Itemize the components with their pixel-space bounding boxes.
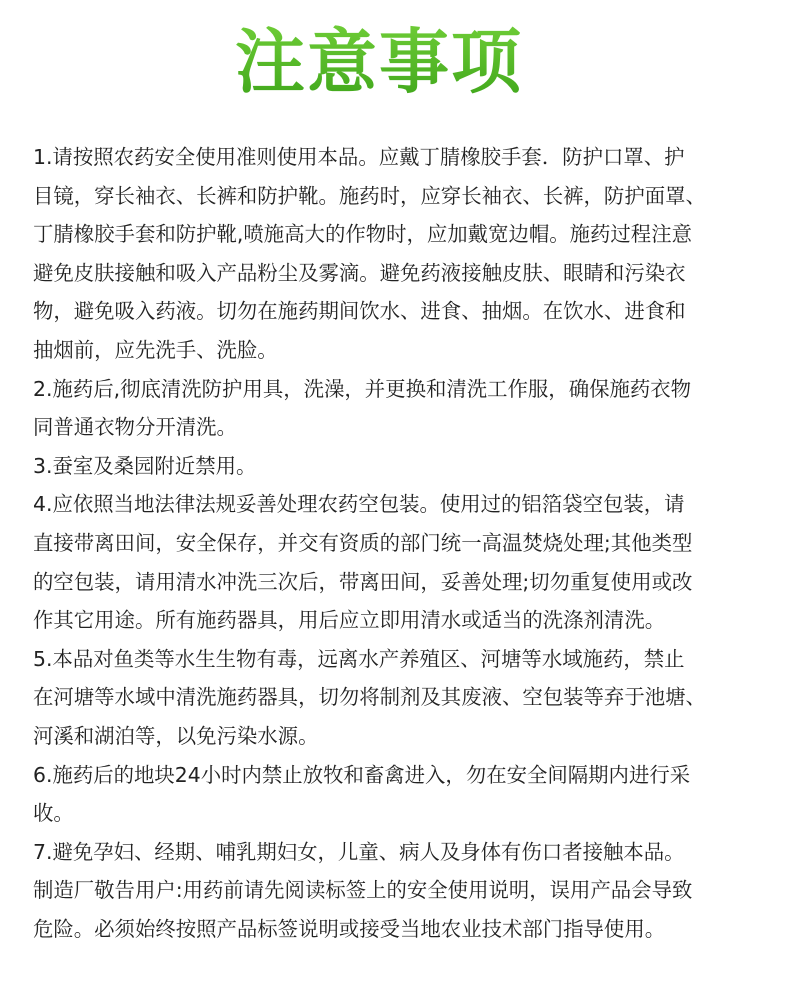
- precaution-item-1: [33, 138, 761, 370]
- text-line: 2.施药后,彻底清洗防护用具，洗澡，并更换和清洗工作服，确保施药衣物: [33, 376, 692, 401]
- text-line: 的空包装，请用清水冲洗三次后，带离田间，妥善处理;切勿重复使用或改: [33, 569, 693, 594]
- page-title: 注意事项: [0, 14, 758, 110]
- precautions-body: [33, 138, 761, 948]
- text-line: 避免皮肤接触和吸入产品粉尘及雾滴。避免药液接触皮肤、眼睛和污染衣: [33, 260, 686, 285]
- precaution-item-2: [33, 370, 761, 447]
- precaution-item-4: [33, 485, 761, 639]
- text-line: 目镜，穿长袖衣、长裤和防护靴。施药时，应穿长袖衣、长裤，防护面罩、: [33, 183, 706, 208]
- precaution-item-3: [33, 447, 761, 486]
- text-line: 1.请按照农药安全使用准则使用本品。应戴丁腈橡胶手套．防护口罩、护: [33, 145, 685, 169]
- text-line: 5.本品对鱼类等水生生物有毒，远离水产养殖区、河塘等水域施药，禁止: [33, 646, 685, 671]
- text-line: 同普通衣物分开清洗。: [33, 415, 237, 440]
- precaution-item-6: [33, 756, 761, 833]
- text-line: 直接带离田间，安全保存，并交有资质的部门统一高温焚烧处理;其他类型: [33, 530, 693, 555]
- text-line: 物，避免吸入药液。切勿在施药期间饮水、进食、抽烟。在饮水、进食和: [33, 299, 686, 324]
- text-line: 7.避免孕妇、经期、哺乳期妇女，儿童、病人及身体有伤口者接触本品。: [33, 839, 685, 864]
- text-line: 河溪和湖泊等，以免污染水源。: [33, 723, 319, 748]
- text-line: 4.应依照当地法律法规妥善处理农药空包装。使用过的铝箔袋空包装，请: [33, 492, 685, 517]
- text-line: 危险。必须始终按照产品标签说明或接受当地农业技术部门指导使用。: [33, 916, 666, 941]
- text-line: 收。: [33, 801, 74, 826]
- text-line: 在河塘等水域中清洗施药器具，切勿将制剂及其废液、空包装等弃于池塘、: [33, 685, 706, 710]
- text-line: 作其它用途。所有施药器具，用后应立即用清水或适当的洗涤剂清洗。: [33, 608, 666, 633]
- text-line: 3.蚕室及桑园附近禁用。: [33, 453, 257, 478]
- manufacturer-notice: [33, 871, 761, 948]
- text-line: 制造厂敬告用户:用药前请先阅读标签上的安全使用说明，误用产品会导致: [33, 878, 693, 903]
- text-line: 抽烟前，应先洗手、洗脸。: [33, 337, 278, 362]
- text-line: 丁腈橡胶手套和防护靴,喷施高大的作物时，应加戴宽边帽。施药过程注意: [33, 222, 692, 247]
- precaution-item-7: [33, 833, 761, 872]
- text-line: 6.施药后的地块24小时内禁止放牧和畜禽进入，勿在安全间隔期内进行采: [33, 762, 691, 787]
- precaution-item-5: [33, 640, 761, 756]
